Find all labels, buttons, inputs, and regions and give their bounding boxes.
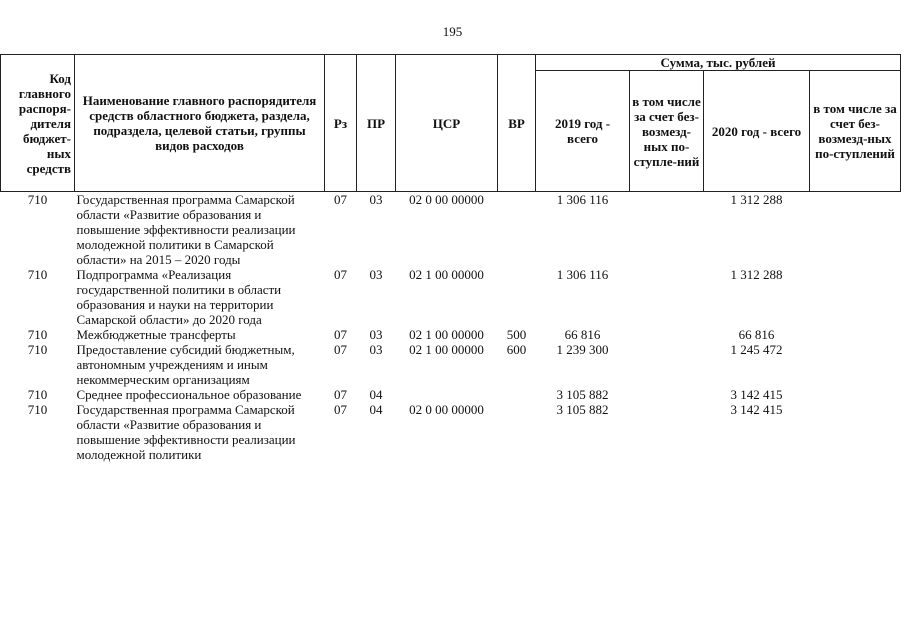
row-name: Подпрограмма «Реализация государственной политики в области образования и науки на территории Самарской области» до 2020 года [76,267,282,327]
row-2020-free [810,192,901,268]
row-2020-total: 1 245 472 [730,342,783,357]
header-2019-total: 2019 год - всего [536,71,630,192]
row-name: Государственная программа Самарской области «Развитие образования и повышение эффективности реализации молодежной политики [76,402,296,462]
row-name: Предоставление субсидий бюджетным, автономным учреждениям и иным некоммерческим организациям [76,342,295,387]
table-row [1,327,901,342]
row-csr: 02 1 00 00000 [409,267,484,282]
row-2020-total: 3 142 415 [730,387,783,402]
row-2020-free [810,402,901,462]
header-vr: ВР [498,55,536,192]
header-name: Наименование главного распорядителя средств областного бюджета, раздела, подраздела, целевой статьи, группы видов расходов [75,55,325,192]
row-2020-total: 66 816 [738,327,775,342]
header-code: Код главного распоря-дителя бюджет-ных средств [1,55,75,192]
row-name: Государственная программа Самарской области «Развитие образования и повышение эффективности реализации молодежной политики в Самарской области» на 2015 – 2020 годы [76,192,296,267]
header-sum: Сумма, тыс. рублей [536,55,901,71]
row-csr: 02 0 00 00000 [409,402,484,417]
table-row [1,267,901,327]
table-row [1,342,901,387]
page-number: 195 [442,24,463,39]
row-pr: 03 [369,192,383,207]
row-vr [498,387,536,402]
row-2019-free [630,327,704,342]
row-2019-total: 66 816 [564,327,601,342]
row-code: 710 [27,402,48,417]
row-rz: 07 [334,192,347,207]
table-body [1,192,901,463]
row-vr [498,267,536,327]
row-2019-free [630,402,704,462]
row-name: Межбюджетные трансферты [76,327,236,342]
row-code: 710 [27,192,48,207]
row-pr: 03 [369,342,383,357]
row-2019-free [630,192,704,268]
header-2019-free: в том числе за счет без-возмезд-ных по-ступле-ний [630,71,704,192]
table-header [1,55,901,192]
header-pr: ПР [357,55,396,192]
row-rz: 07 [334,402,347,417]
row-rz: 07 [334,327,347,342]
row-2019-total: 1 239 300 [556,342,609,357]
header-csr: ЦСР [396,55,498,192]
header-2020-total: 2020 год - всего [704,71,810,192]
row-csr: 02 1 00 00000 [409,327,484,342]
row-2020-free [810,387,901,402]
header-rz: Рз [325,55,357,192]
row-2019-total: 1 306 116 [556,192,609,207]
row-vr: 500 [506,327,527,342]
row-rz: 07 [334,267,347,282]
row-2020-total: 1 312 288 [730,267,783,282]
row-code: 710 [27,387,48,402]
table-row [1,192,901,268]
row-2020-free [810,267,901,327]
row-csr [396,387,498,402]
row-pr: 03 [369,327,383,342]
row-pr: 04 [369,402,383,417]
row-2019-total: 3 105 882 [556,387,609,402]
row-vr [498,192,536,268]
table-row [1,402,901,462]
row-code: 710 [27,327,48,342]
row-2020-total: 3 142 415 [730,402,783,417]
row-2019-total: 3 105 882 [556,402,609,417]
budget-table [0,54,901,462]
row-2020-free [810,342,901,387]
row-vr: 600 [506,342,527,357]
row-2019-total: 1 306 116 [556,267,609,282]
row-pr: 03 [369,267,383,282]
row-pr: 04 [369,387,383,402]
row-2019-free [630,342,704,387]
row-2020-free [810,327,901,342]
row-2019-free [630,267,704,327]
table-row [1,387,901,402]
row-name: Среднее профессиональное образование [76,387,302,402]
header-2020-free: в том числе за счет без-возмезд-ных по-ступлений [810,71,901,192]
row-vr [498,402,536,462]
row-rz: 07 [334,342,347,357]
row-2020-total: 1 312 288 [730,192,783,207]
row-csr: 02 0 00 00000 [409,192,484,207]
row-code: 710 [27,342,48,357]
row-csr: 02 1 00 00000 [409,342,484,357]
row-code: 710 [27,267,48,282]
row-2019-free [630,387,704,402]
row-rz: 07 [334,387,347,402]
